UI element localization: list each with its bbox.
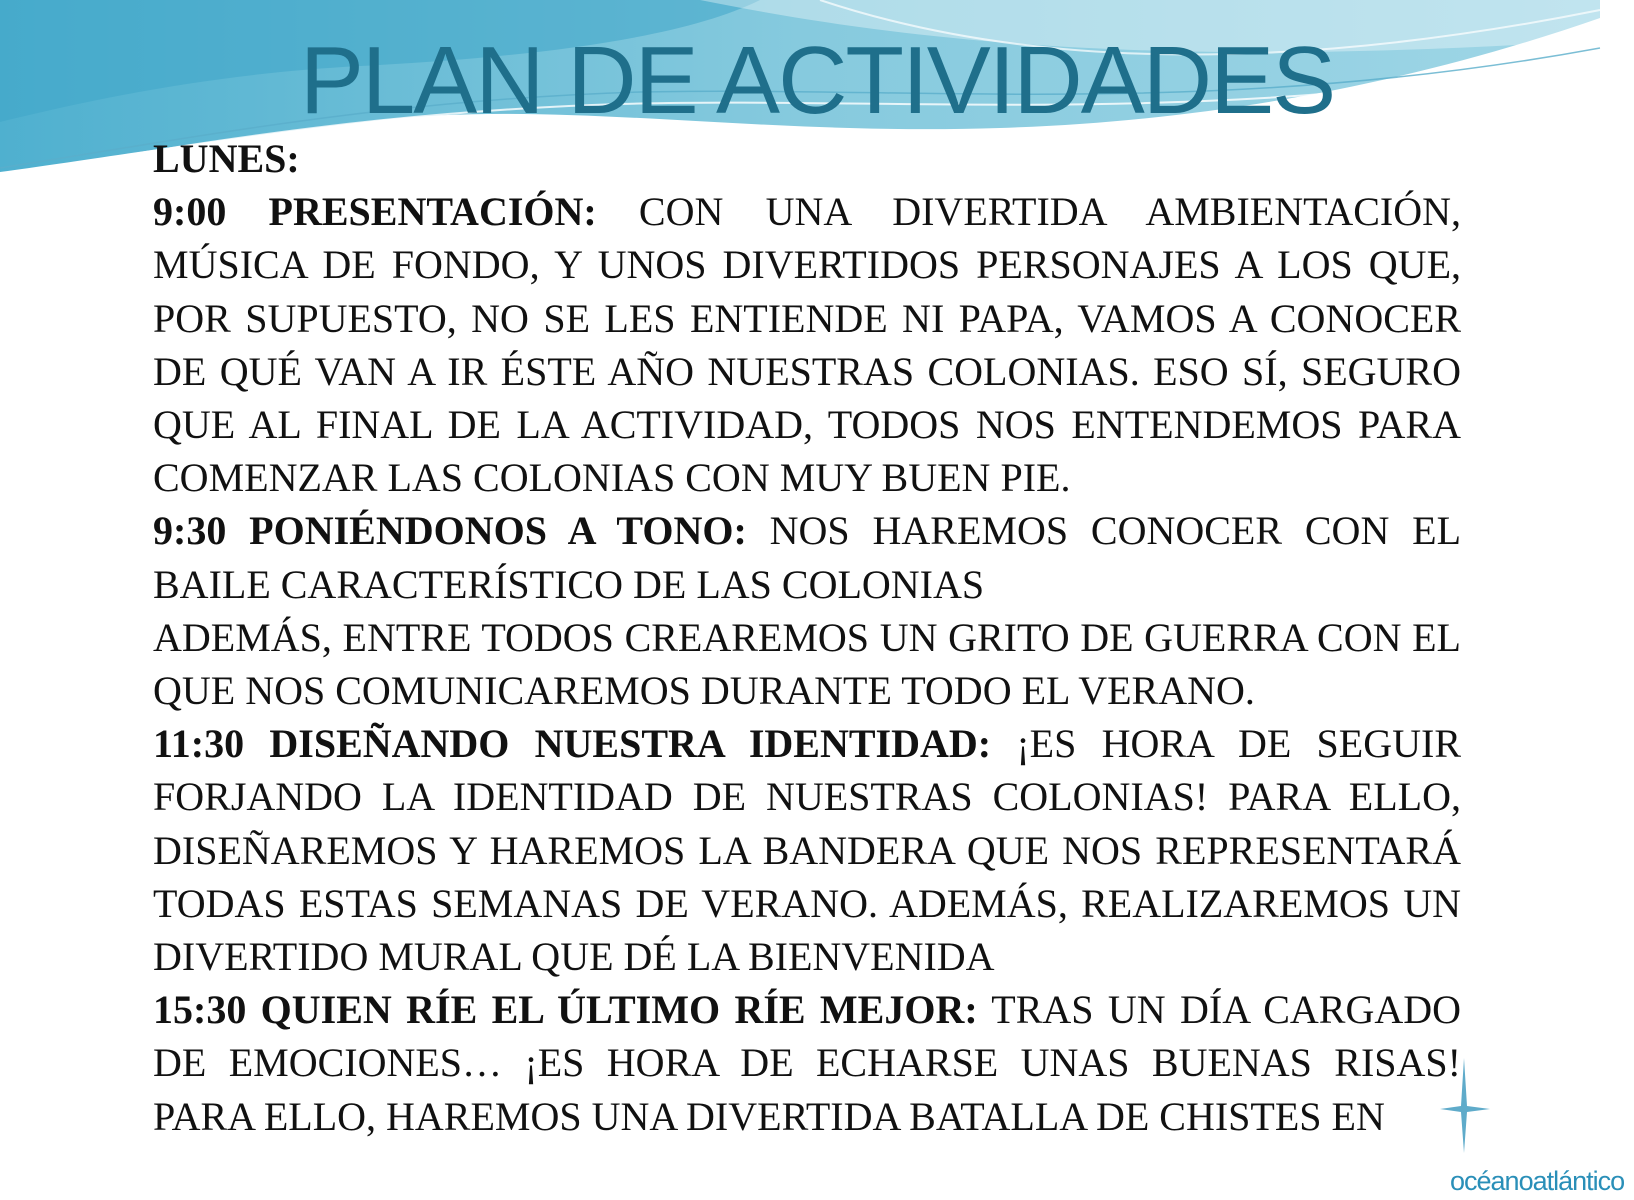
activity-time: 9:00 bbox=[153, 189, 227, 235]
activity-text: TRAS UN DÍA CARGADO DE EMOCIONES… ¡ES HORA DE ECHARSE UNAS BUENAS RISAS! PARA ELLO, HAREMOS UNA DIVERTIDA BATALLA DE CHISTES EN bbox=[153, 987, 1462, 1139]
activity-3 bbox=[153, 983, 1461, 1143]
activity-title: DISEÑANDO NUESTRA IDENTIDAD: bbox=[269, 721, 992, 767]
activity-0 bbox=[153, 185, 1461, 504]
activity-1-extra: ADEMÁS, ENTRE TODOS CREAREMOS UN GRITO DE GUERRA CON EL QUE NOS COMUNICAREMOS DURANTE TODO EL VERANO. bbox=[153, 614, 1461, 714]
slide-content bbox=[153, 132, 1461, 1143]
oceanoatlantico-logo bbox=[1450, 1048, 1625, 1200]
activity-1 bbox=[153, 504, 1461, 610]
activity-text: NOS HAREMOS CONOCER CON EL BAILE CARACTERÍSTICO DE LAS COLONIAS bbox=[153, 508, 1462, 607]
activity-time: 11:30 bbox=[153, 721, 245, 767]
day-heading: LUNES: bbox=[153, 136, 300, 181]
slide-title: PLAN DE ACTIVIDADES bbox=[299, 27, 1335, 134]
sparkle-star-icon bbox=[1450, 1048, 1510, 1158]
activity-title: PONIÉNDONOS A TONO: bbox=[249, 508, 747, 554]
activity-title: QUIEN RÍE EL ÚLTIMO RÍE MEJOR: bbox=[260, 987, 978, 1033]
activity-time: 9:30 bbox=[153, 508, 227, 554]
activity-time: 15:30 bbox=[153, 987, 247, 1033]
logo-text: océanoatlántico bbox=[1450, 1166, 1625, 1196]
activity-2 bbox=[153, 717, 1461, 983]
activity-text: CON UNA DIVERTIDA AMBIENTACIÓN, MÚSICA DE FONDO, Y UNOS DIVERTIDOS PERSONAJES A LOS QUE, POR SUPUESTO, NO SE LES ENTIENDE NI PAPA, VAMOS A CONOCER DE QUÉ VAN A IR ÉSTE AÑO NUESTRAS COLONIAS. ESO SÍ, SEGURO QUE AL FINAL DE LA ACTIVIDAD, TODOS NOS ENTENDEMOS PARA COMENZAR LAS COLONIAS CON MUY BUEN PIE. bbox=[153, 189, 1462, 501]
activity-title: PRESENTACIÓN: bbox=[268, 189, 597, 235]
activity-text: ¡ES HORA DE SEGUIR FORJANDO LA IDENTIDAD DE NUESTRAS COLONIAS! PARA ELLO, DISEÑAREMOS Y HAREMOS LA BANDERA QUE NOS REPRESENTARÁ TODAS ESTAS SEMANAS DE VERANO. ADEMÁS, REALIZAREMOS UN DIVERTIDO MURAL QUE DÉ LA BIENVENIDA bbox=[153, 721, 1462, 980]
